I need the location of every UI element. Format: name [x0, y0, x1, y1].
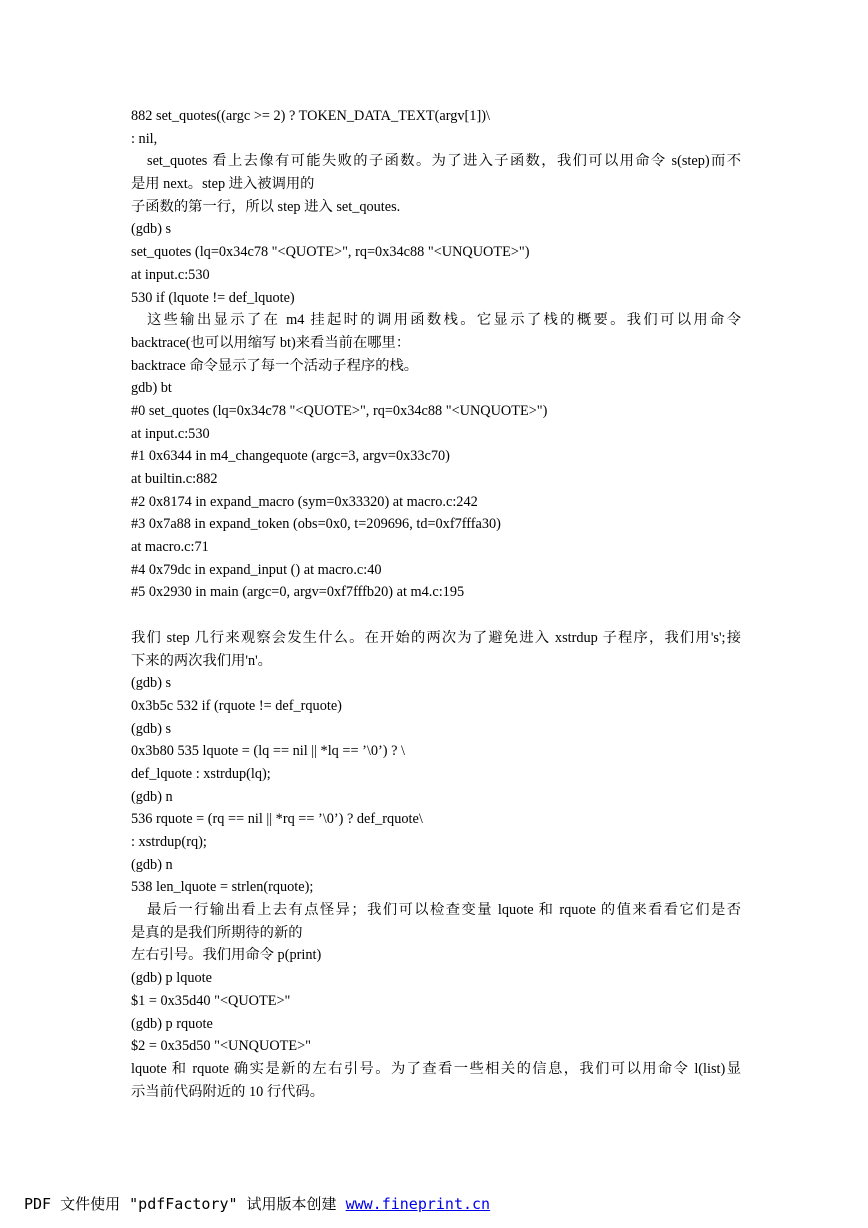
footer-text: PDF 文件使用 "pdfFactory" 试用版本创建	[24, 1195, 346, 1213]
text-line: 示当前代码附近的 10 行代码。	[131, 1083, 325, 1100]
text-line: 左右引号。我们用命令 p(print)	[131, 947, 322, 964]
text-line: 最后一行输出看上去有点怪异；我们可以检查变量 lquote 和 rquote 的值来看看它们是否	[147, 902, 741, 919]
text-line: (gdb) p lquote	[131, 970, 212, 987]
text-line: 是用 next。step 进入被调用的	[131, 176, 315, 193]
text-line: 882 set_quotes((argc >= 2) ? TOKEN_DATA_TEXT(argv[1])\	[131, 108, 490, 124]
text-line: #1 0x6344 in m4_changequote (argc=3, argv=0x33c70)	[131, 448, 450, 465]
text-line: backtrace 命令显示了每一个活动子程序的栈。	[131, 357, 419, 374]
text-line: #4 0x79dc in expand_input () at macro.c:40	[131, 561, 382, 578]
text-line: : xstrdup(rq);	[131, 834, 207, 850]
footer-link[interactable]: www.fineprint.cn	[345, 1195, 491, 1213]
text-line: 538 len_lquote = strlen(rquote);	[131, 879, 314, 896]
text-line: 0x3b5c 532 if (rquote != def_rquote)	[131, 697, 342, 714]
text-line: backtrace(也可以用缩写 bt)来看当前在哪里：	[131, 334, 411, 351]
text-line: 536 rquote = (rq == nil || *rq == ’\0’) ? def_rquote\	[131, 811, 423, 828]
text-line: #3 0x7a88 in expand_token (obs=0x0, t=209696, td=0xf7fffa30)	[131, 516, 501, 533]
text-line: (gdb) n	[131, 856, 173, 873]
text-line: lquote 和 rquote 确实是新的左右引号。为了查看一些相关的信息，我们可以用命令 l(list)显	[131, 1060, 741, 1077]
document-body	[131, 105, 741, 1103]
text-line: at input.c:530	[131, 266, 210, 283]
text-line: 下来的两次我们用'n'。	[131, 652, 272, 669]
text-line: $2 = 0x35d50 "<UNQUOTE>"	[131, 1038, 312, 1055]
text-line: $1 = 0x35d40 "<QUOTE>"	[131, 992, 291, 1009]
text-line: at builtin.c:882	[131, 471, 218, 487]
blank-line	[131, 604, 741, 627]
text-line: (gdb) p rquote	[131, 1015, 213, 1032]
text-line: at macro.c:71	[131, 539, 209, 556]
text-line: 0x3b80 535 lquote = (lq == nil || *lq == ’\0’) ? \	[131, 743, 405, 760]
text-line: 530 if (lquote != def_lquote)	[131, 289, 295, 306]
text-line: 子函数的第一行，所以 step 进入 set_qoutes.	[131, 198, 401, 215]
text-line: #0 set_quotes (lq=0x34c78 "<QUOTE>", rq=0x34c88 "<UNQUOTE>")	[131, 402, 548, 419]
text-line: def_lquote : xstrdup(lq);	[131, 765, 271, 782]
text-line: 这些输出显示了在 m4 挂起时的调用函数栈。它显示了栈的概要。我们可以用命令	[147, 312, 741, 329]
text-line: (gdb) s	[131, 675, 172, 692]
text-line: #5 0x2930 in main (argc=0, argv=0xf7fffb20) at m4.c:195	[131, 584, 465, 601]
text-line: set_quotes 看上去像有可能失败的子函数。为了进入子函数，我们可以用命令 s(step)而不	[147, 153, 741, 170]
text-line: : nil,	[131, 130, 158, 147]
text-line: gdb) bt	[131, 380, 172, 397]
text-line: 是真的是我们所期待的新的	[131, 924, 303, 941]
text-line: (gdb) s	[131, 720, 172, 737]
text-line: at input.c:530	[131, 425, 210, 442]
text-line: 我们 step 几行来观察会发生什么。在开始的两次为了避免进入 xstrdup 子程序，我们用's';接	[131, 629, 741, 646]
text-line: (gdb) s	[131, 221, 172, 238]
text-line: set_quotes (lq=0x34c78 "<QUOTE>", rq=0x34c88 "<UNQUOTE>")	[131, 244, 530, 261]
text-line: (gdb) n	[131, 788, 173, 805]
text-line: #2 0x8174 in expand_macro (sym=0x33320) at macro.c:242	[131, 493, 478, 510]
pdf-footer	[24, 1193, 490, 1214]
